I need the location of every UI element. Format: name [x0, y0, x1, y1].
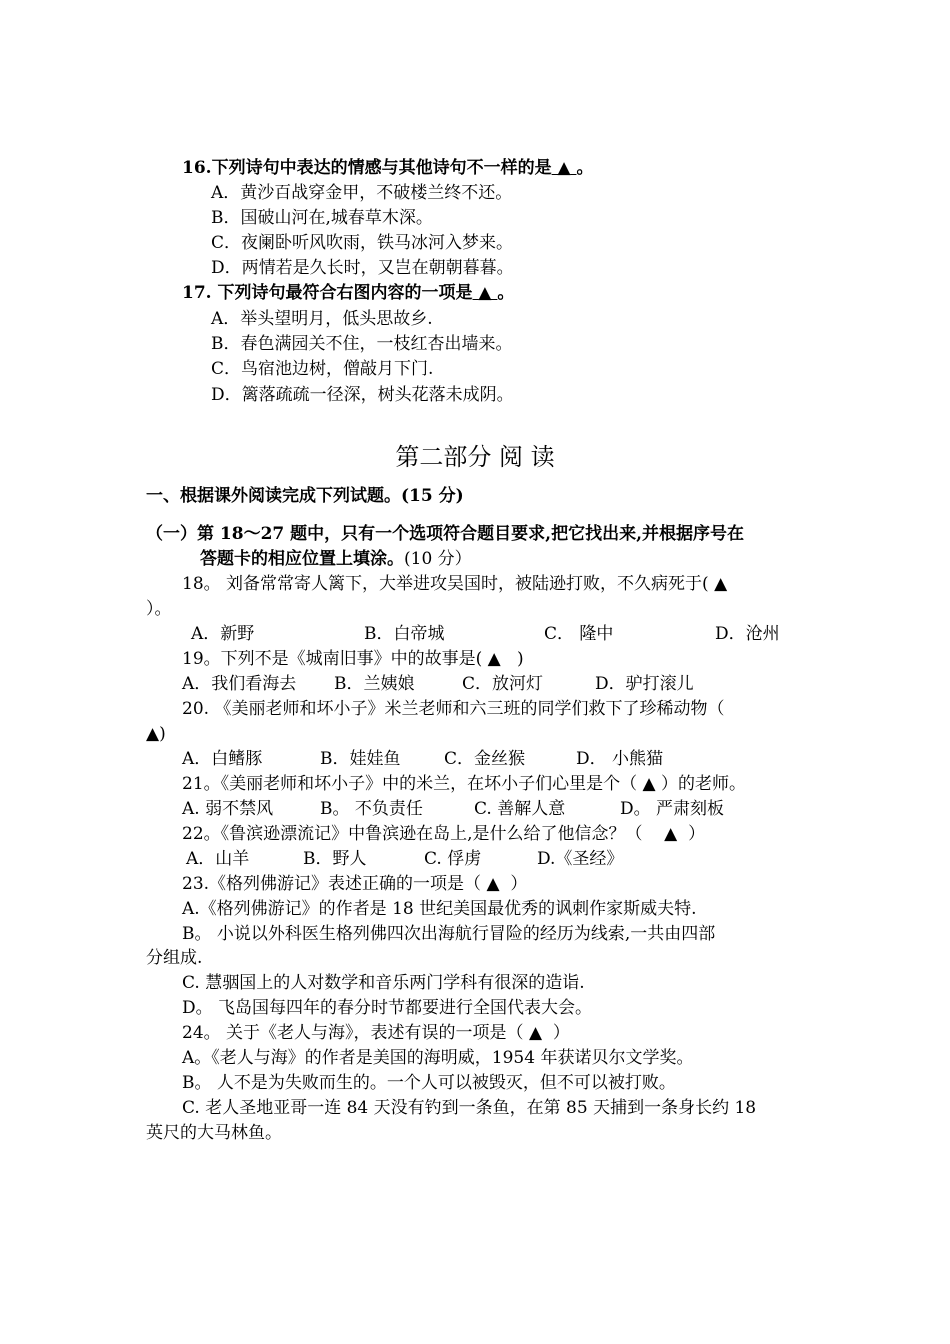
q23-close: ）: [510, 874, 528, 894]
q18-option-a: A．新野: [191, 624, 255, 644]
q24-option-c-cont: 英尺的大马林鱼。: [146, 1123, 282, 1143]
q16-option-c: C．夜阑卧听风吹雨，铁马冰河入梦来。: [211, 233, 514, 253]
q19-option-a: A．我们看海去: [182, 674, 297, 694]
triangle-mark-icon: ▲: [146, 724, 160, 744]
q21-option-a: A. 弱不禁风: [182, 799, 274, 819]
triangle-mark-icon: ▲: [478, 283, 492, 303]
q18-stem-text: 18。 刘备常常寄人篱下，大举进攻吴国时，被陆逊打败，不久病死于(: [182, 574, 709, 594]
q23-stem-text: 23.《格列佛游记》表述正确的一项是（: [182, 874, 482, 894]
triangle-mark-icon: ▲: [714, 574, 728, 594]
triangle-mark-icon: ▲: [664, 824, 678, 844]
q16-stem-text: 16.下列诗句中表达的情感与其他诗句不一样的是: [182, 158, 552, 178]
q21-option-c: C. 善解人意: [474, 799, 566, 819]
q20-option-b: B．娃娃鱼: [320, 749, 401, 769]
q23-option-b: B。 小说以外科医生格列佛四次出海航行冒险的经历为线索,一共由四部: [182, 924, 716, 944]
q19-close: ): [516, 649, 524, 669]
q24-close: ）: [552, 1023, 570, 1043]
q16-option-d: D．两情若是久长时，又岂在朝朝暮暮。: [211, 258, 514, 278]
q18-option-d: D．沧州: [715, 624, 780, 644]
q24-option-a: A。《老人与海》的作者是美国的海明威，1954 年获诺贝尔文学奖。: [182, 1048, 694, 1068]
section1-heading: 一、根据课外阅读完成下列试题。(15 分): [146, 486, 464, 506]
q22-option-a: A．山羊: [186, 849, 250, 869]
triangle-mark-icon: ▲: [528, 1023, 543, 1043]
q19-option-c: C．放河灯: [462, 674, 544, 694]
q16-option-b: B．国破山河在,城春草木深。: [211, 208, 433, 228]
q20-option-d: D． 小熊猫: [576, 749, 664, 769]
q17-option-d: D．篱落疏疏一径深，树头花落未成阴。: [211, 385, 514, 405]
q22-stem: [182, 822, 705, 847]
q16-option-a: A．黄沙百战穿金甲，不破楼兰终不还。: [211, 183, 513, 203]
q24-stem: [182, 1021, 570, 1046]
q21-stem-end: ）的老师。: [661, 774, 747, 794]
q20-option-a: A．白鳍豚: [182, 749, 263, 769]
q23-option-c: C. 慧骃国上的人对数学和音乐两门学科有很深的造诣.: [182, 973, 585, 993]
q18-stem: [182, 572, 727, 597]
q19-stem: [182, 647, 524, 672]
q22-close: ）: [688, 824, 706, 844]
sub1-instructions-line2: [200, 547, 472, 572]
q24-option-b: B。 人不是为失败而生的。一个人可以被毁灭，但不可以被打败。: [182, 1073, 676, 1093]
q18-option-c: C． 隆中: [544, 624, 614, 644]
sub1-score: (10 分）: [404, 549, 472, 569]
triangle-mark-icon: ▲: [486, 874, 500, 894]
q22-option-c: C. 俘虏: [424, 849, 482, 869]
sub1-instructions-text: 答题卡的相应位置上填涂。: [200, 549, 404, 569]
q19-option-d: D．驴打滚儿: [595, 674, 694, 694]
triangle-mark-icon: ▲: [487, 649, 501, 669]
part2-title: 第二部分 阅 读: [395, 443, 555, 471]
q17-blank: [473, 283, 498, 303]
q17-stem-text: 17. 下列诗句最符合右图内容的一项是: [182, 283, 473, 303]
q17-stem: [182, 281, 514, 306]
q23-option-d: D。 飞岛国每四年的春分时节都要进行全国代表大会。: [182, 998, 593, 1018]
q16-stem: [182, 156, 594, 181]
q21-stem-text: 21。《美丽老师和坏小子》中的米兰，在坏小子们心里是个（: [182, 774, 638, 794]
sub1-instructions-line1: （一）第 18～27 题中，只有一个选项符合题目要求,把它找出来,并根据序号在: [146, 524, 744, 544]
q17-option-b: B．春色满园关不住，一枝红杏出墙来。: [211, 334, 513, 354]
q17-option-c: C．鸟宿池边树，僧敲月下门.: [211, 359, 434, 379]
q24-option-c: C. 老人圣地亚哥一连 84 天没有钓到一条鱼，在第 85 天捕到一条身长约 18: [182, 1098, 757, 1118]
q23-stem: [182, 872, 527, 897]
q22-stem-text: 22。《鲁滨逊漂流记》中鲁滨逊在岛上,是什么给了他信念？（: [182, 824, 643, 844]
q23-option-b-cont: 分组成.: [146, 948, 203, 968]
q20-stem: 20. 《美丽老师和坏小子》米兰老师和六三班的同学们救下了珍稀动物（: [182, 699, 725, 719]
q17-option-a: A．举头望明月，低头思故乡.: [211, 309, 433, 329]
q22-option-d: D.《圣经》: [537, 849, 624, 869]
q18-stem-end: ）。: [146, 599, 172, 619]
q20-close: ): [159, 724, 166, 744]
q16-blank: [552, 158, 577, 178]
q24-stem-text: 24。 关于《老人与海》，表述有误的一项是（: [182, 1023, 524, 1043]
q19-option-b: B．兰姨娘: [334, 674, 415, 694]
q17-end: 。: [497, 283, 515, 303]
q16-end: 。: [576, 158, 594, 178]
q22-option-b: B．野人: [303, 849, 367, 869]
q23-option-a: A.《格列佛游记》的作者是 18 世纪美国最优秀的讽刺作家斯威夫特.: [182, 899, 697, 919]
q19-stem-text: 19。下列不是《城南旧事》中的故事是(: [182, 649, 483, 669]
q21-option-b: B。 不负责任: [320, 799, 423, 819]
q21-option-d: D。 严肃刻板: [620, 799, 725, 819]
q21-stem: [182, 772, 746, 797]
q20-stem-end: [146, 722, 166, 747]
triangle-mark-icon: ▲: [557, 158, 571, 178]
triangle-mark-icon: ▲: [642, 774, 656, 794]
q18-option-b: B．白帝城: [364, 624, 445, 644]
q20-option-c: C．金丝猴: [444, 749, 526, 769]
